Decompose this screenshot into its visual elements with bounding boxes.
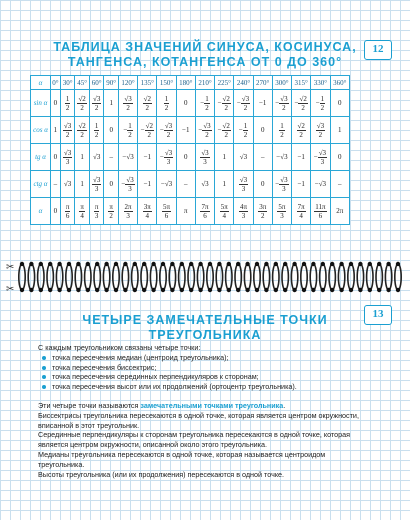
table-cell: − $\frac{√3}{2}$ [272, 90, 291, 117]
table-cell: $\frac{√3}{3}$ [195, 144, 214, 171]
table-cell: $\frac{7\pi}{4}$ [292, 198, 311, 225]
angle-header: 270° [253, 76, 272, 90]
paragraph: Серединные перпендикуляры к сторонам треугольника пересекаются в одной точке, которая является центром окружности, описанной около этого треугольника. [38, 430, 351, 450]
table-cell: $\frac{√3}{3}$ [89, 171, 104, 198]
binding-hole [67, 288, 71, 292]
binding-hole [255, 262, 259, 266]
binding-hole [217, 288, 221, 292]
angle-header: 300° [272, 76, 291, 90]
spiral-ring [28, 264, 34, 290]
binding-hole [339, 262, 343, 266]
angle-header: 120° [118, 76, 137, 90]
row-label: tg α [31, 144, 51, 171]
binding-hole [170, 262, 174, 266]
binding-hole [161, 262, 165, 266]
angle-header: 30° [60, 76, 75, 90]
binding-hole [123, 262, 127, 266]
spiral-ring [301, 264, 307, 290]
table-cell: √3 [60, 171, 75, 198]
binding-hole [151, 262, 155, 266]
table-cell: 1 [75, 171, 90, 198]
table-cell: 0 [253, 117, 272, 144]
table-cell: − $\frac{√2}{2}$ [138, 117, 157, 144]
paragraph: Медианы треугольника пересекаются в одной точке, которая называется центроидом треугольника. [38, 449, 326, 469]
binding-hole [321, 262, 325, 266]
binding-hole [274, 288, 278, 292]
angle-header: 45° [75, 76, 90, 90]
binding-hole [39, 288, 43, 292]
binding-hole [151, 288, 155, 292]
table-cell: $\frac{4\pi}{3}$ [234, 198, 253, 225]
table-cell: − $\frac{√3}{3}$ [272, 171, 291, 198]
binding-hole [292, 288, 296, 292]
table-cell: – [176, 171, 195, 198]
binding-hole [245, 262, 249, 266]
table-cell: $\frac{11\pi}{6}$ [311, 198, 330, 225]
table-row [31, 90, 350, 117]
table-cell: −√3 [272, 144, 291, 171]
table-cell: −1 [292, 144, 311, 171]
table-row [31, 144, 350, 171]
table-cell: $\frac{√2}{2}$ [292, 117, 311, 144]
binding-hole [377, 262, 381, 266]
binding-hole [114, 262, 118, 266]
binding-hole [142, 288, 146, 292]
spiral-ring [395, 264, 401, 290]
row-label: sin α [31, 90, 51, 117]
table-cell: 1 [215, 171, 234, 198]
binding-hole [95, 262, 99, 266]
table-cell: − $\frac{√2}{2}$ [292, 90, 311, 117]
spiral-ring [244, 264, 250, 290]
angle-header: 180° [176, 76, 195, 90]
points-list [38, 353, 370, 392]
table-cell: 1 [104, 90, 119, 117]
table-cell: 0 [104, 117, 119, 144]
table-cell: $\frac{5\pi}{4}$ [215, 198, 234, 225]
angle-header: 90° [104, 76, 119, 90]
table-cell: $\frac{7\pi}{6}$ [195, 198, 214, 225]
table-cell: $\frac{3\pi}{4}$ [138, 198, 157, 225]
binding-hole [311, 262, 315, 266]
angle-header: 315° [292, 76, 311, 90]
binding-hole [133, 262, 137, 266]
angle-header: 225° [215, 76, 234, 90]
binding-hole [283, 262, 287, 266]
angle-header: 135° [138, 76, 157, 90]
spiral-ring [310, 264, 316, 290]
row-label: α [31, 198, 51, 225]
table-cell: √3 [89, 144, 104, 171]
binding-hole [86, 288, 90, 292]
binding-hole [255, 288, 259, 292]
table-cell: $\frac{\pi}{3}$ [89, 198, 104, 225]
spiral-ring [320, 264, 326, 290]
spiral-ring [113, 264, 119, 290]
binding-hole [386, 262, 390, 266]
binding-hole [180, 262, 184, 266]
table-cell: − $\frac{√2}{2}$ [215, 90, 234, 117]
table-cell: 1 [75, 144, 90, 171]
scissors-icon: ✂ [6, 284, 15, 295]
table-cell: − $\frac{√3}{3}$ [118, 171, 137, 198]
spiral-ring [263, 264, 269, 290]
spiral-ring [235, 264, 241, 290]
section-title: ЧЕТЫРЕ ЗАМЕЧАТЕЛЬНЫЕ ТОЧКИ ТРЕУГОЛЬНИКА [82, 313, 328, 342]
table-cell: − $\frac{1}{2}$ [311, 90, 330, 117]
binding-hole [48, 262, 52, 266]
spiral-ring [75, 264, 81, 290]
table-cell: − $\frac{1}{2}$ [195, 90, 214, 117]
table-cell: $\frac{√3}{2}$ [89, 90, 104, 117]
table-cell: 0 [51, 144, 61, 171]
binding-hole [358, 288, 362, 292]
binding-hole [29, 262, 33, 266]
table-header-row [31, 76, 350, 90]
spiral-ring [254, 264, 260, 290]
table-cell: $\frac{√3}{2}$ [60, 117, 75, 144]
table-cell: −√3 [118, 144, 137, 171]
table-cell: $\frac{\pi}{2}$ [104, 198, 119, 225]
spiral-ring [141, 264, 147, 290]
spiral-ring [132, 264, 138, 290]
binding-hole [189, 262, 193, 266]
table-cell: $\frac{1}{2}$ [60, 90, 75, 117]
binding-hole [208, 262, 212, 266]
table-row [31, 171, 350, 198]
table-cell: 1 [51, 117, 61, 144]
angle-header: 60° [89, 76, 104, 90]
spiral-binding [0, 259, 410, 295]
spiral-ring [348, 264, 354, 290]
angle-header: 240° [234, 76, 253, 90]
binding-hole [377, 288, 381, 292]
table-cell: − $\frac{√3}{2}$ [195, 117, 214, 144]
table-cell: − $\frac{√3}{3}$ [311, 144, 330, 171]
binding-hole [283, 288, 287, 292]
table-cell: − $\frac{√2}{2}$ [215, 117, 234, 144]
list-item: точка пересечения высот или их продолжений (ортоцентр треугольника). [38, 382, 370, 392]
table-cell: − $\frac{1}{2}$ [118, 117, 137, 144]
table-cell: $\frac{5\pi}{6}$ [157, 198, 176, 225]
spiral-ring [103, 264, 109, 290]
spiral-ring [197, 264, 203, 290]
binding-hole [330, 288, 334, 292]
binding-hole [180, 288, 184, 292]
article-body [38, 343, 370, 479]
binding-hole [217, 262, 221, 266]
binding-hole [396, 262, 400, 266]
spiral-ring [160, 264, 166, 290]
paragraph: Биссектрисы треугольника пересекаются в одной точке, которая является центром окружности, вписанной в этот треугольник. [38, 410, 359, 430]
table-cell: – [104, 144, 119, 171]
spiral-ring [338, 264, 344, 290]
binding-hole [321, 288, 325, 292]
table-cell: $\frac{√2}{2}$ [138, 90, 157, 117]
binding-hole [330, 262, 334, 266]
spiral-ring [85, 264, 91, 290]
table-cell: $\frac{√2}{2}$ [75, 117, 90, 144]
table-cell: – [51, 171, 61, 198]
spiral-ring [216, 264, 222, 290]
table-cell: $\frac{√3}{2}$ [118, 90, 137, 117]
table-cell: 0 [51, 90, 61, 117]
spiral-ring [94, 264, 100, 290]
binding-hole [227, 288, 231, 292]
angle-header: 210° [195, 76, 214, 90]
spiral-ring [47, 264, 53, 290]
table-cell: −1 [292, 171, 311, 198]
binding-hole [311, 288, 315, 292]
spiral-ring [19, 264, 25, 290]
binding-hole [368, 262, 372, 266]
binding-hole [123, 288, 127, 292]
table-cell: 0 [104, 171, 119, 198]
table-cell: 0 [176, 144, 195, 171]
binding-hole [133, 288, 137, 292]
binding-hole [20, 262, 24, 266]
binding-hole [208, 288, 212, 292]
list-item: точка пересечения серединных перпендикуляров к сторонам; [38, 372, 370, 382]
binding-hole [368, 288, 372, 292]
spiral-ring [385, 264, 391, 290]
scissors-icon: ✂ [6, 262, 15, 273]
paragraph: Высоты треугольника (или их продолжения) пересекаются в одной точке. [38, 469, 285, 479]
binding-hole [198, 262, 202, 266]
spiral-ring [179, 264, 185, 290]
page-number: 12 [364, 40, 392, 60]
table-cell: $\frac{√3}{3}$ [60, 144, 75, 171]
binding-hole [292, 262, 296, 266]
angle-header: 330° [311, 76, 330, 90]
table-corner-cell: α [31, 76, 51, 90]
spiral-ring [122, 264, 128, 290]
table-cell: $\frac{5\pi}{3}$ [272, 198, 291, 225]
list-item: точка пересечения медиан (центроид треугольника); [38, 353, 370, 363]
spiral-ring [169, 264, 175, 290]
table-cell: 0 [330, 144, 349, 171]
list-item: точка пересечения биссектрис; [38, 363, 370, 373]
table-cell: − $\frac{√3}{3}$ [157, 144, 176, 171]
table-cell: −1 [138, 171, 157, 198]
table-cell: $\frac{3\pi}{2}$ [253, 198, 272, 225]
trig-values-table [30, 75, 350, 225]
binding-hole [86, 262, 90, 266]
table-cell: 1 [330, 117, 349, 144]
binding-hole [76, 262, 80, 266]
binding-hole [227, 262, 231, 266]
angle-header: 360° [330, 76, 349, 90]
binding-hole [95, 288, 99, 292]
table-cell: π [176, 198, 195, 225]
table-cell: $\frac{\pi}{6}$ [60, 198, 75, 225]
table-row [31, 198, 350, 225]
binding-hole [104, 288, 108, 292]
binding-hole [302, 288, 306, 292]
table-cell: $\frac{√3}{2}$ [311, 117, 330, 144]
spiral-ring [367, 264, 373, 290]
table-cell: 0 [253, 171, 272, 198]
binding-hole [264, 262, 268, 266]
binding-hole [142, 262, 146, 266]
row-label: ctg α [31, 171, 51, 198]
spiral-ring [188, 264, 194, 290]
binding-hole [161, 288, 165, 292]
highlighted-term: замечательными точками треугольника [140, 400, 284, 410]
spiral-ring [207, 264, 213, 290]
table-cell: 0 [51, 198, 61, 225]
table-cell: − $\frac{1}{2}$ [234, 117, 253, 144]
table-cell: $\frac{1}{2}$ [157, 90, 176, 117]
table-cell: – [253, 144, 272, 171]
binding-hole [396, 288, 400, 292]
table-cell: −1 [176, 117, 195, 144]
binding-hole [274, 262, 278, 266]
table-cell: 0 [330, 90, 349, 117]
row-label: cos α [31, 117, 51, 144]
spiral-ring [291, 264, 297, 290]
binding-hole [339, 288, 343, 292]
spiral-ring [282, 264, 288, 290]
table-title: ТАБЛИЦА ЗНАЧЕНИЙ СИНУСА, КОСИНУСА, ТАНГЕНСА, КОТАНГЕНСА ОТ 0 ДО 360° [53, 40, 357, 69]
binding-hole [349, 288, 353, 292]
table-cell: $\frac{1}{2}$ [89, 117, 104, 144]
table-cell: – [330, 171, 349, 198]
table-cell: −√3 [157, 171, 176, 198]
binding-hole [20, 288, 24, 292]
binding-hole [349, 262, 353, 266]
table-cell: 2π [330, 198, 349, 225]
binding-hole [358, 262, 362, 266]
table-cell: 0 [176, 90, 195, 117]
binding-hole [114, 288, 118, 292]
table-cell: $\frac{√2}{2}$ [75, 90, 90, 117]
angle-header: 0° [51, 76, 61, 90]
binding-hole [67, 262, 71, 266]
binding-hole [264, 288, 268, 292]
binding-hole [57, 262, 61, 266]
spiral-ring [150, 264, 156, 290]
binding-hole [39, 262, 43, 266]
spiral-ring [357, 264, 363, 290]
binding-hole [57, 288, 61, 292]
table-cell: √3 [195, 171, 214, 198]
table-cell: $\frac{\pi}{4}$ [75, 198, 90, 225]
spiral-ring [226, 264, 232, 290]
binding-hole [236, 262, 240, 266]
spiral-ring [66, 264, 72, 290]
binding-hole [236, 288, 240, 292]
binding-hole [48, 288, 52, 292]
spiral-ring [273, 264, 279, 290]
intro-text: С каждым треугольником связаны четыре точки: [38, 343, 201, 352]
spiral-ring [38, 264, 44, 290]
binding-hole [302, 262, 306, 266]
table-cell: −1 [253, 90, 272, 117]
spiral-ring [376, 264, 382, 290]
table-cell: −1 [138, 144, 157, 171]
table-cell: − $\frac{√3}{2}$ [234, 90, 253, 117]
table-cell: $\frac{2\pi}{3}$ [118, 198, 137, 225]
binding-hole [245, 288, 249, 292]
table-cell: − $\frac{√3}{2}$ [157, 117, 176, 144]
table-cell: $\frac{√3}{3}$ [234, 171, 253, 198]
spiral-ring [329, 264, 335, 290]
table-row [31, 117, 350, 144]
table-cell: 1 [215, 144, 234, 171]
binding-hole [170, 288, 174, 292]
table-cell: √3 [234, 144, 253, 171]
binding-hole [104, 262, 108, 266]
table-cell: $\frac{1}{2}$ [272, 117, 291, 144]
binding-hole [386, 288, 390, 292]
angle-header: 150° [157, 76, 176, 90]
binding-hole [76, 288, 80, 292]
binding-hole [189, 288, 193, 292]
binding-hole [198, 288, 202, 292]
paragraph: Эти четыре точки называются замечательными точками треугольника. [38, 400, 286, 410]
page-number: 13 [364, 305, 392, 325]
spiral-ring [56, 264, 62, 290]
binding-hole [29, 288, 33, 292]
table-cell: −√3 [311, 171, 330, 198]
